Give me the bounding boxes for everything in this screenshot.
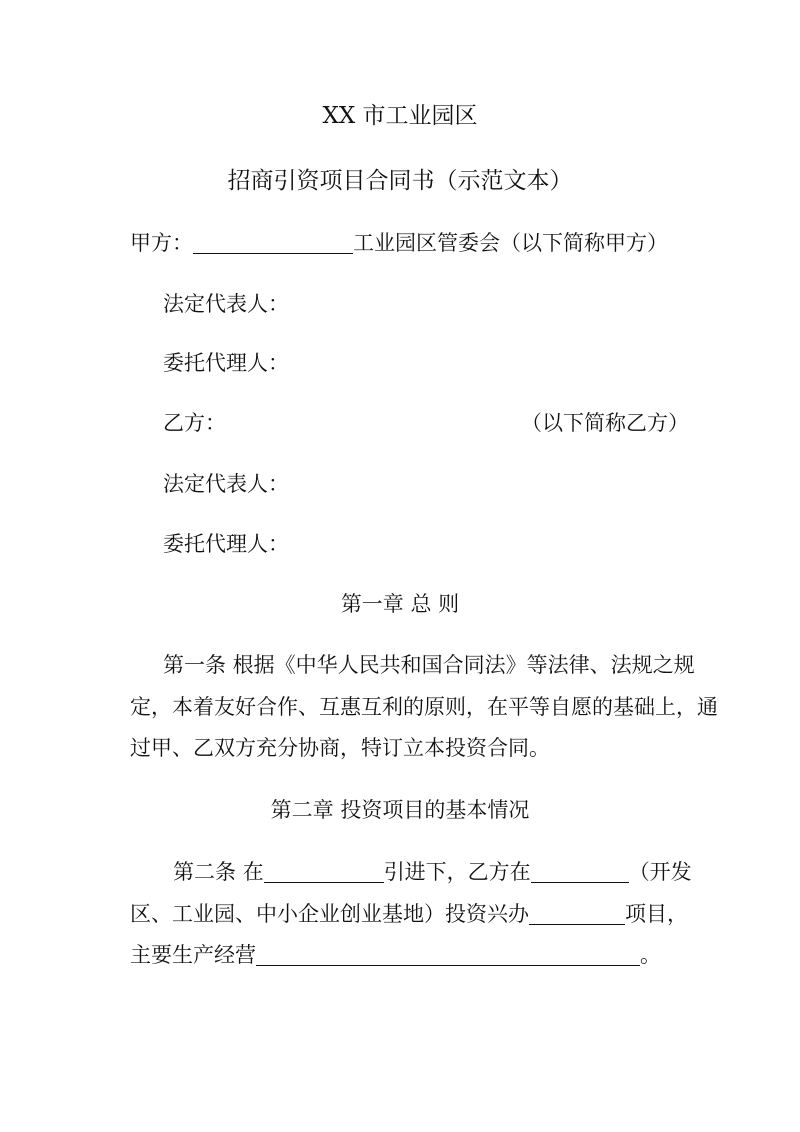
chapter-2-title: 第二章 投资项目的基本情况 [270,798,530,822]
party-a-representative: 法定代表人： [163,292,289,316]
document-title-line2: 招商引资项目合同书（示范文本） [227,168,573,194]
article-1-line2: 定，本着友好合作、互惠互利的原则，在平等自愿的基础上，通 [130,695,718,719]
article-2-line3 [130,940,661,970]
article-1-line3: 过甲、乙双方充分协商，特订立本投资合同。 [130,736,550,760]
party-b-representative: 法定代表人： [163,472,289,496]
party-a-agent: 委托代理人： [163,351,289,375]
party-a-label: 甲方： [130,231,193,255]
article-2-line3-text-2: 。 [640,943,661,967]
party-a-blank[interactable] [193,231,353,254]
party-b-agent: 委托代理人： [163,532,289,556]
party-b-label: 乙方： [163,411,226,435]
document-title-line1: XX 市工业园区 [322,103,478,129]
chapter-1-title: 第一章 总 则 [340,592,460,616]
party-a-suffix: 工业园区管委会（以下简称甲方） [353,231,668,255]
party-b-suffix: （以下简称乙方） [521,411,689,435]
article-1-line1: 第一条 根据《中华人民共和国合同法》等法律、法规之规 [163,653,695,677]
introducer-blank[interactable] [264,860,384,883]
article-2-text-3: （开发 [628,860,692,884]
article-2-line3-text-1: 主要生产经营 [130,943,256,967]
article-2-text-2: 引进下，乙方在 [383,860,531,884]
article-2-text-1: 第二条 在 [173,860,264,884]
article-2-line2 [130,899,688,929]
article-2-line1 [173,857,692,887]
business-scope-blank[interactable] [256,943,640,966]
location-blank[interactable] [531,860,629,883]
party-a-line [130,228,668,258]
article-2-line2-text-2: 项目， [625,902,688,926]
article-2-line2-text-1: 区、工业园、中小企业创业基地）投资兴办 [130,902,529,926]
project-name-blank[interactable] [529,902,625,925]
